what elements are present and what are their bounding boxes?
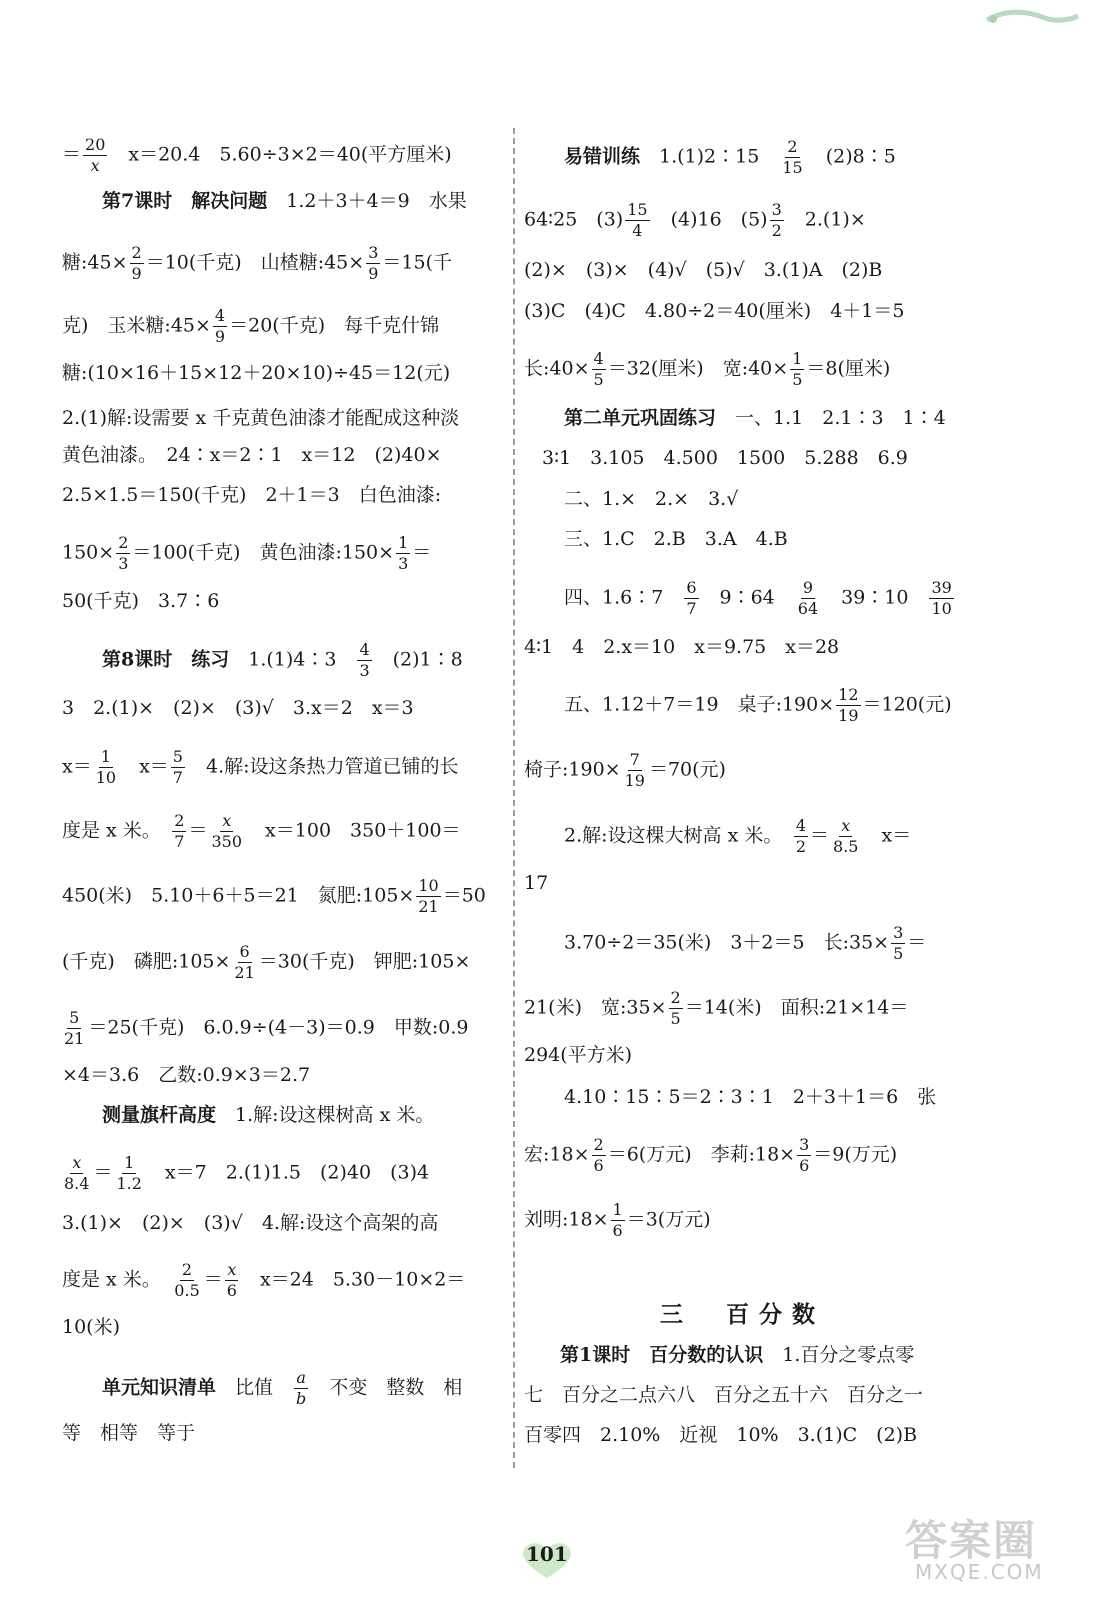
left-line-13: x＝ $\frac{1}{10}$ x＝ $\frac{5}{7}$ 4.解:设这条热力管道已铺的长 [62, 747, 459, 787]
left-line-18: ×4＝3.6 乙数:0.9×3＝2.7 [62, 1064, 311, 1086]
left-line-9: 150× $\frac{2}{3}$ ＝100(千克) 黄色油漆:150× $\frac{1}{3}$ ＝ [62, 533, 432, 573]
left-line-16: (千克) 磷肥:105× $\frac{6}{21}$ ＝30(千克) 钾肥:105× [62, 942, 471, 982]
fraction: $\frac{20}{x}$ [85, 135, 106, 175]
right-line-6: 第二单元巩固练习 一、1.1 2.1∶3 1∶4 [564, 407, 946, 429]
lesson-heading: 测量旗杆高度 [102, 1104, 217, 1126]
left-line-5: 糖:(10×16＋15×12＋20×10)÷45＝12(元) [62, 362, 451, 384]
right-line-2: 64∶25 (3) $\frac{15}{4}$ (4)16 (5) $\frac{3}{2}$ 2.(1)× [524, 200, 866, 240]
page-number: 101 [526, 1542, 568, 1566]
right-line-8: 二、1.× 2.× 3.√ [564, 488, 739, 510]
section-title: 三 百分数 [660, 1301, 825, 1328]
right-line-5: 长:40× $\frac{4}{5}$ ＝32(厘米) 宽:40× $\frac{1}{5}$ ＝8(厘米) [524, 349, 891, 389]
left-line-24: 单元知识清单 比值 $\frac{a}{b}$ 不变 整数 相 [102, 1368, 463, 1408]
section-heading: 易错训练 [564, 145, 641, 168]
right-line-24: 百零四 2.10% 近视 10% 3.(1)C (2)B [524, 1424, 918, 1446]
lesson-heading: 第8课时 练习 [102, 648, 230, 671]
left-line-3: 糖:45× $\frac{2}{9}$ ＝10(千克) 山楂糖:45× $\frac{3}{9}$ ＝15(千 [62, 243, 452, 283]
left-line-25: 等 相等 等于 [62, 1422, 196, 1444]
right-line-9: 三、1.C 2.B 3.A 4.B [564, 528, 788, 550]
left-line-1: ＝ $\frac{20}{x}$ x＝20.4 5.60÷3×2＝40(平方厘米) [62, 135, 452, 175]
left-line-2: 第7课时 解决问题 1.2＋3＋4＝9 水果 [102, 190, 467, 212]
lesson-heading: 第1课时 百分数的认识 [560, 1344, 764, 1366]
left-line-15: 450(米) 5.10＋6＋5＝21 氮肥:105× $\frac{10}{21}$ ＝50 [62, 876, 486, 916]
left-line-12: 3 2.(1)× (2)× (3)√ 3.x＝2 x＝3 [62, 697, 414, 719]
right-line-10: 四、1.6∶7 $\frac{6}{7}$ 9∶64 $\frac{9}{64}$ 39∶10 $\frac{39}{10}$ [564, 578, 952, 618]
left-line-19: 测量旗杆高度 1.解:设这棵树高 x 米。 [102, 1104, 435, 1126]
right-line-22: 第1课时 百分数的认识 1.百分之零点零 [560, 1344, 915, 1366]
section-heading: 单元知识清单 [102, 1376, 217, 1399]
watermark-url: MXQE.COM [915, 1560, 1044, 1584]
right-line-20: 宏:18× $\frac{2}{6}$ ＝6(万元) 李莉:18× $\frac{3}{6}$ ＝9(万元) [524, 1135, 898, 1175]
left-line-14: 度是 x 米。 $\frac{2}{7}$ ＝ $\frac{x}{350}$ x＝100 350＋100＝ [62, 811, 461, 851]
right-line-1: 易错训练 1.(1)2∶15 $\frac{2}{15}$ (2)8∶5 [564, 137, 896, 177]
lesson-heading: 第7课时 解决问题 [102, 190, 268, 212]
right-line-12: 五、1.12＋7＝19 桌子:190× $\frac{12}{19}$ ＝120(元) [564, 685, 952, 725]
right-line-16: 3.70÷2＝35(米) 3＋2＝5 长:35× $\frac{3}{5}$ ＝ [564, 923, 927, 963]
watermark-logo: 答案圈 [905, 1516, 1038, 1565]
section-heading: 第二单元巩固练习 [564, 407, 717, 429]
right-line-14: 2.解:设这棵大树高 x 米。 $\frac{4}{2}$ ＝ $\frac{x}{8.5}$ x＝ [564, 816, 912, 856]
right-line-21: 刘明:18× $\frac{1}{6}$ ＝3(万元) [524, 1200, 711, 1240]
left-line-20: $\frac{x}{8.4}$ ＝ $\frac{1}{1.2}$ x＝7 2.(1)1.5 (2)40 (3)4 [64, 1153, 430, 1193]
left-line-11: 第8课时 练习 1.(1)4∶3 $\frac{4}{3}$ (2)1∶8 [102, 640, 463, 680]
leaf-decoration-icon [985, 8, 1080, 30]
left-line-22: 度是 x 米。 $\frac{2}{0.5}$ ＝ $\frac{x}{6}$ x＝24 5.30－10×2＝ [62, 1260, 466, 1300]
right-line-13: 椅子:190× $\frac{7}{19}$ ＝70(元) [524, 750, 726, 790]
right-line-3: (2)× (3)× (4)√ (5)√ 3.(1)A (2)B [524, 259, 883, 281]
right-line-11: 4∶1 4 2.x＝10 x＝9.75 x＝28 [524, 636, 840, 658]
column-divider [513, 128, 515, 1468]
right-line-23: 七 百分之二点六八 百分之五十六 百分之一 [524, 1384, 924, 1406]
left-line-10: 50(千克) 3.7∶6 [62, 590, 220, 612]
right-line-4: (3)C (4)C 4.80÷2＝40(厘米) 4＋1＝5 [524, 300, 905, 322]
left-line-17: $\frac{5}{21}$ ＝25(千克) 6.0.9÷(4－3)＝0.9 甲数:0.9 [64, 1008, 469, 1048]
left-line-21: 3.(1)× (2)× (3)√ 4.解:设这个高架的高 [62, 1212, 439, 1234]
right-line-7: 3∶1 3.105 4.500 1500 5.288 6.9 [542, 447, 908, 469]
left-line-7: 黄色油漆。 24∶x＝2∶1 x＝12 (2)40× [62, 444, 442, 466]
right-line-19: 4.10∶15∶5＝2∶3∶1 2＋3＋1＝6 张 [564, 1086, 937, 1108]
left-line-6: 2.(1)解:设需要 x 千克黄色油漆才能配成这种淡 [62, 407, 460, 429]
left-line-23: 10(米) [62, 1316, 121, 1338]
right-line-18: 294(平方米) [524, 1044, 633, 1066]
left-line-4: 克) 玉米糖:45× $\frac{4}{9}$ ＝20(千克) 每千克什锦 [62, 306, 440, 346]
right-line-17: 21(米) 宽:35× $\frac{2}{5}$ ＝14(米) 面积:21×14＝ [524, 988, 909, 1028]
left-line-8: 2.5×1.5＝150(千克) 2＋1＝3 白色油漆: [62, 484, 442, 506]
right-line-15: 17 [524, 872, 549, 894]
